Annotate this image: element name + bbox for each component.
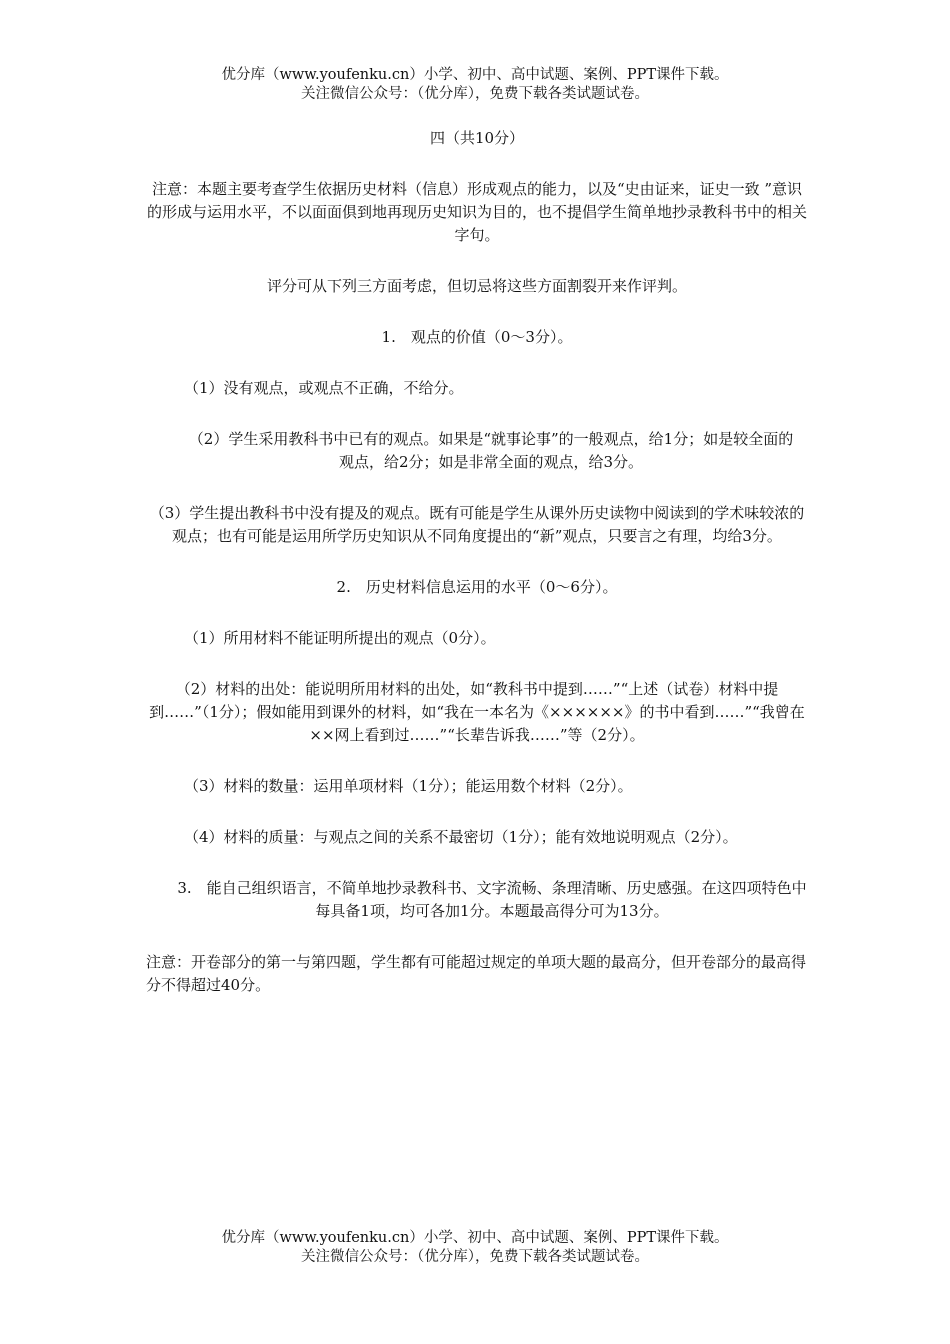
criteria-intro: 评分可从下列三方面考虑，但切忌将这些方面割裂开来作评判。: [266, 277, 687, 295]
part2-item-2: （2）材料的出处：能说明所用材料的出处，如“教科书中提到……”“上述（试卷）材料中提到……”（1分）；假如能用到课外的材料，如“我在一本名为《××××××》的书中看到……”“我曾在××网上看到过……”“长辈告诉我……”等（2分）。: [149, 680, 805, 744]
part1-item-3: （3）学生提出教科书中没有提及的观点。既有可能是学生从课外历史读物中阅读到的学术味较浓的观点；也有可能是运用所学历史知识从不同角度提出的“新”观点，只要言之有理，均给3分。: [149, 504, 805, 545]
part1-title: 1. 观点的价值（0～3分）。: [381, 328, 573, 346]
page-footer: [0, 1229, 950, 1267]
final-note: 注意：开卷部分的第一与第四题，学生都有可能超过规定的单项大题的最高分，但开卷部分的最高得分不得超过40分。: [146, 953, 807, 994]
part2-item-4: （4）材料的质量：与观点之间的关系不最密切（1分）；能有效地说明观点（2分）。: [184, 828, 738, 846]
header-line-2: 关注微信公众号：（优分库），免费下载各类试题试卷。: [301, 86, 649, 102]
footer-line-1: 优分库（www.youfenku.cn）小学、初中、高中试题、案例、PPT课件下载。: [221, 1230, 729, 1246]
part1-item-2: （2）学生采用教科书中已有的观点。如果是“就事论事”的一般观点，给1分；如是较全面的观点，给2分；如是非常全面的观点，给3分。: [188, 430, 794, 471]
part2-title: 2. 历史材料信息运用的水平（0～6分）。: [336, 578, 618, 596]
section-title: 四（共10分）: [429, 129, 525, 147]
part1-item-1: （1）没有观点，或观点不正确，不给分。: [184, 379, 464, 397]
footer-line-2: 关注微信公众号：（优分库），免费下载各类试题试卷。: [301, 1249, 649, 1265]
part3: 3. 能自己组织语言，不简单地抄录教科书、文字流畅、条理清晰、历史感强。在这四项特色中每具备1项，均可各加1分。本题最高得分可为13分。: [177, 879, 807, 920]
note-intro: [146, 178, 808, 247]
page-header: [0, 66, 950, 104]
part2-item-3: （3）材料的数量：运用单项材料（1分）；能运用数个材料（2分）。: [184, 777, 633, 795]
header-line-1: 优分库（www.youfenku.cn）小学、初中、高中试题、案例、PPT课件下载。: [221, 67, 729, 83]
note-intro-text: 注意：本题主要考查学生依据历史材料（信息）形成观点的能力，以及“史由证来，证史一致 ”意识的形成与运用水平，不以面面俱到地再现历史知识为目的，也不提倡学生简单地抄录教科书中的相关字句。: [146, 180, 807, 244]
part2-item-1: （1）所用材料不能证明所提出的观点（0分）。: [184, 629, 496, 647]
document-body: [146, 127, 808, 997]
